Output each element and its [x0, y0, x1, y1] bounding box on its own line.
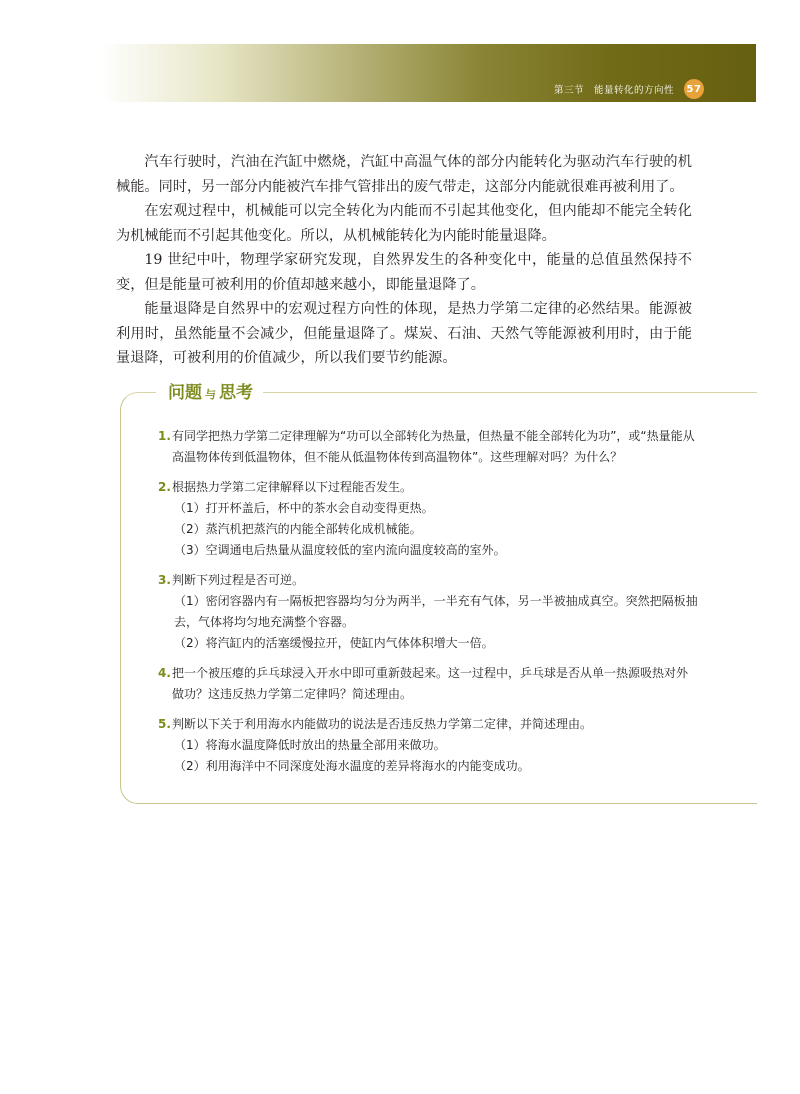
- question-item: [158, 477, 698, 561]
- header-section: 第三节: [553, 85, 584, 96]
- question-number: 3.: [158, 573, 171, 587]
- question-item: [158, 570, 698, 654]
- question-item: [158, 426, 698, 468]
- question-subitem: （1）打开杯盖后，杯中的茶水会自动变得更热。: [174, 501, 434, 515]
- page-number: 57: [684, 79, 704, 99]
- question-number: 1.: [158, 429, 171, 443]
- header-title: 能量转化的方向性: [593, 85, 674, 96]
- question-item: [158, 714, 698, 777]
- question-text: 判断下列过程是否可逆。: [172, 573, 305, 587]
- question-number: 4.: [158, 666, 171, 680]
- question-subitem: （2）蒸汽机把蒸汽的内能全部转化成机械能。: [174, 522, 422, 536]
- question-list: [158, 426, 698, 786]
- paragraph: 19 世纪中叶，物理学家研究发现，自然界发生的各种变化中，能量的总值虽然保持不变，但是能量可被利用的价值却越来越小，即能量退降了。: [116, 252, 692, 293]
- paragraph: 能量退降是自然界中的宏观过程方向性的体现，是热力学第二定律的必然结果。能源被利用时，虽然能量不会减少，但能量退降了。煤炭、石油、天然气等能源被利用时，由于能量退降，可被利用的价值减少，所以我们要节约能源。: [116, 301, 692, 366]
- question-subitem: （3）空调通电后热量从温度较低的室内流向温度较高的室外。: [174, 543, 506, 557]
- qa-title: [156, 378, 263, 403]
- body-text: [116, 150, 692, 371]
- qa-title-a: 问题: [168, 383, 202, 403]
- running-header: [554, 80, 704, 98]
- question-text: 根据热力学第二定律解释以下过程能否发生。: [172, 480, 413, 494]
- question-text: 有同学把热力学第二定律理解为“功可以全部转化为热量，但热量不能全部转化为功”，或“热量能从高温物体传到低温物体，但不能从低温物体传到高温物体”。这些理解对吗？为什么？: [172, 429, 695, 464]
- qa-title-join: 与: [205, 388, 216, 401]
- question-number: 5.: [158, 717, 171, 731]
- question-subitem: （1）密闭容器内有一隔板把容器均匀分为两半，一半充有气体，另一半被抽成真空。突然把隔板抽去，气体将均匀地充满整个容器。: [174, 594, 698, 629]
- question-text: 把一个被压瘪的乒乓球浸入开水中即可重新鼓起来。这一过程中，乒乓球是否从单一热源吸热对外做功？这违反热力学第二定律吗？简述理由。: [172, 666, 689, 701]
- paragraph: 汽车行驶时，汽油在汽缸中燃烧，汽缸中高温气体的部分内能转化为驱动汽车行驶的机械能。同时，另一部分内能被汽车排气管排出的废气带走，这部分内能就很难再被利用了。: [116, 154, 692, 195]
- qa-title-b: 思考: [219, 383, 253, 403]
- paragraph: 在宏观过程中，机械能可以完全转化为内能而不引起其他变化，但内能却不能完全转化为机械能而不引起其他变化。所以，从机械能转化为内能时能量退降。: [116, 203, 692, 244]
- question-item: [158, 663, 698, 705]
- question-number: 2.: [158, 480, 171, 494]
- question-subitem: （2）利用海洋中不同深度处海水温度的差异将海水的内能变成功。: [174, 759, 530, 773]
- question-subitem: （2）将汽缸内的活塞缓慢拉开，使缸内气体体积增大一倍。: [174, 636, 494, 650]
- question-text: 判断以下关于利用海水内能做功的说法是否违反热力学第二定律，并简述理由。: [172, 717, 593, 731]
- question-subitem: （1）将海水温度降低时放出的热量全部用来做功。: [174, 738, 446, 752]
